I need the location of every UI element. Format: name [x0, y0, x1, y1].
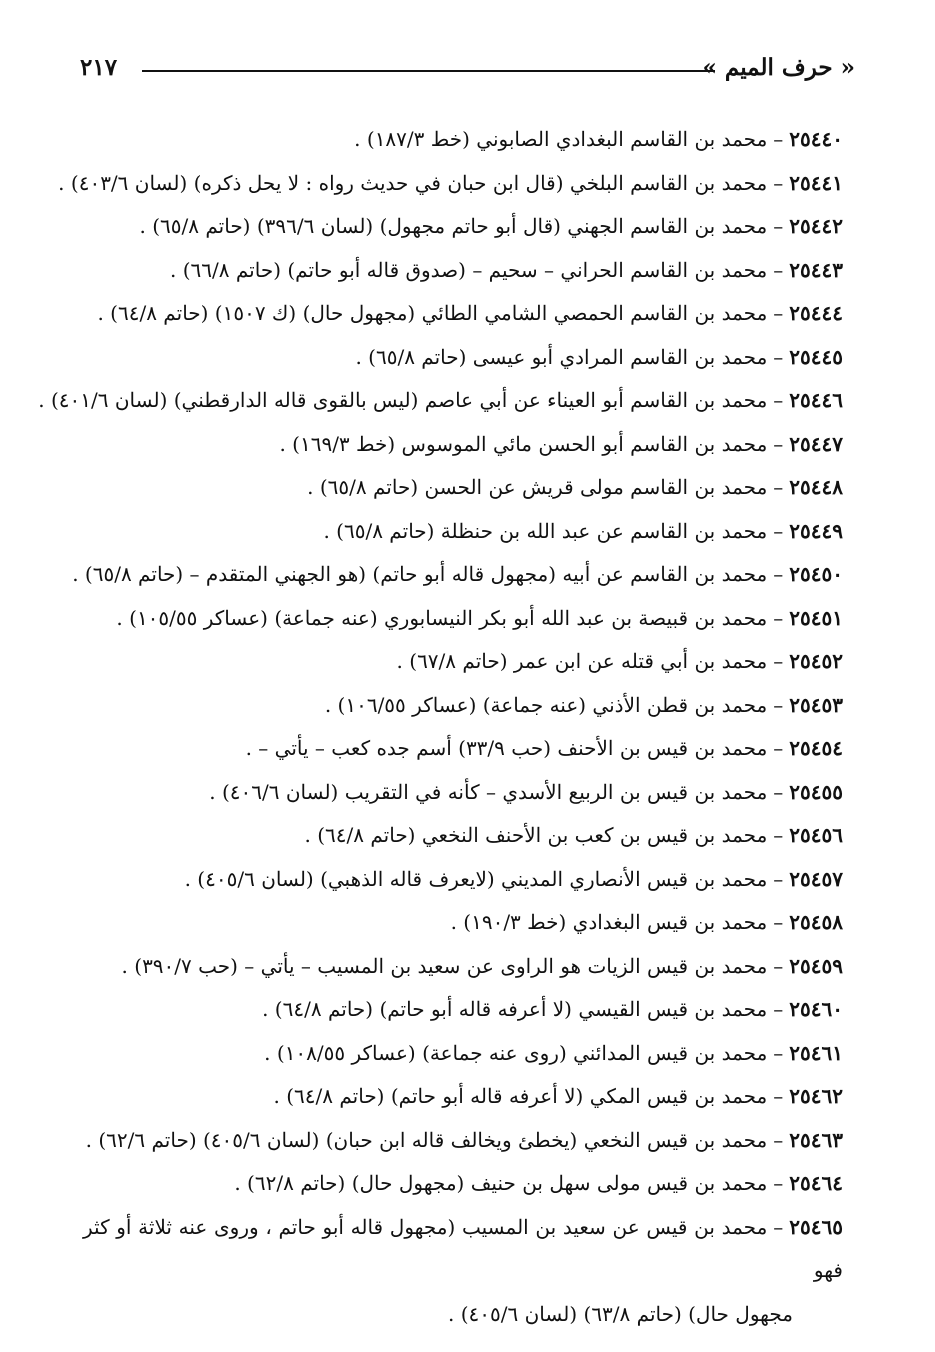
list-item: ٢٥٤٤٠–محمد بن القاسم البغدادي الصابوني (خط ١٨٧/٣) .: [354, 127, 843, 151]
entry-text: محمد بن القاسم البغدادي الصابوني (خط ١٨٧/٣) .: [354, 127, 768, 151]
list-item: ٢٥٤٦٣–محمد بن قيس النخعي (يخطئ ويخالف قاله ابن حبان) (لسان ٤٠٥/٦) (حاتم ٦٢/٦) .: [85, 1127, 843, 1152]
entry-text: محمد بن قيس المدائني (روى عنه جماعة) (عساكر ١٠٨/٥٥) .: [264, 1040, 768, 1065]
entry-number: ٢٥٤٤٩: [789, 518, 843, 543]
entry-text: محمد بن القاسم عن عبد الله بن حنظلة (حاتم ٦٥/٨) .: [323, 518, 768, 543]
list-item: ٢٥٤٦٠–محمد بن قيس القيسي (لا أعرفه قاله أبو حاتم) (حاتم ٦٤/٨) .: [262, 997, 843, 1021]
header-rule: [142, 70, 715, 72]
entry-number: ٢٥٤٤٣: [789, 257, 843, 282]
entry-text: محمد بن القاسم عن أبيه (مجهول قاله أبو حاتم) (هو الجهني المتقدم – (حاتم ٦٥/٨) .: [72, 562, 768, 586]
entry-number: ٢٥٤٥١: [789, 605, 843, 630]
list-item: ٢٥٤٤٣–محمد بن القاسم الحراني – سحيم – (صدوق قاله أبو حاتم) (حاتم ٦٦/٨) .: [170, 257, 843, 282]
entry-text: محمد بن قيس بن كعب بن الأحنف النخعي (حاتم ٦٤/٨) .: [304, 823, 768, 847]
list-item: ٢٥٤٦٢–محمد بن قيس المكي (لا أعرفه قاله أبو حاتم) (حاتم ٦٤/٨) .: [273, 1084, 843, 1108]
entry-number: ٢٥٤٤٤: [789, 301, 843, 325]
entry-number: ٢٥٤٥٣: [789, 692, 843, 717]
list-item: ٢٥٤٥٥–محمد بن قيس بن الربيع الأسدي – كأنه في التقريب (لسان ٤٠٦/٦) .: [209, 779, 843, 804]
list-item: ٢٥٤٤٤–محمد بن القاسم الحمصي الشامي الطائي (مجهول حال) (ك ١٥٠٧) (حاتم ٦٤/٨) .: [97, 301, 843, 325]
entry-text-continued: مجهول حال) (حاتم ٦٣/٨) (لسان ٤٠٥/٦) .: [448, 1301, 793, 1326]
entry-text: محمد بن قيس البغدادي (خط ١٩٠/٣) .: [450, 910, 768, 934]
list-item: ٢٥٤٥١–محمد بن قبيصة بن عبد الله أبو بكر النيسابوري (عنه جماعة) (عساكر ١٠٥/٥٥) .: [116, 605, 843, 630]
entry-text: محمد بن القاسم أبو الحسن مائي الموسوس (خط ١٦٩/٣) .: [279, 431, 768, 456]
entry-number: ٢٥٤٤١: [789, 170, 843, 195]
entry-number: ٢٥٤٥٤: [789, 736, 843, 760]
entry-text: محمد بن قيس المكي (لا أعرفه قاله أبو حاتم) (حاتم ٦٤/٨) .: [273, 1084, 768, 1108]
list-item: ٢٥٤٥٣–محمد بن قطن الأذني (عنه جماعة) (عساكر ١٠٦/٥٥) .: [324, 692, 843, 717]
list-item: ٢٥٤٤٧–محمد بن القاسم أبو الحسن مائي الموسوس (خط ١٦٩/٣) .: [279, 431, 843, 456]
entry-text: محمد بن قيس الأنصاري المديني (لايعرف قاله الذهبي) (لسان ٤٠٥/٦) .: [184, 866, 768, 891]
list-item: ٢٥٤٦٥–محمد بن قيس عن سعيد بن المسيب (مجهول قاله أبو حاتم ، وروى عنه ثلاثة أو كثر فهو مجهول حال) (حاتم ٦٣/٨) (لسان ٤٠٥/٦) .: [83, 1206, 843, 1337]
list-item: ٢٥٤٤١–محمد بن القاسم البلخي (قال ابن حبان في حديث رواه : لا يحل ذكره) (لسان ٤٠٣/٦) .: [58, 170, 843, 195]
entry-number: ٢٥٤٦٤: [789, 1171, 843, 1195]
entry-number: ٢٥٤٦٢: [789, 1084, 843, 1108]
list-item: ٢٥٤٦٤–محمد بن قيس مولى سهل بن حنيف (مجهول حال) (حاتم ٦٢/٨) .: [234, 1171, 843, 1195]
list-item: ٢٥٤٥٢–محمد بن أبي قتله عن ابن عمر (حاتم ٦٧/٨) .: [396, 649, 843, 673]
entry-text: محمد بن قيس بن الربيع الأسدي – كأنه في التقريب (لسان ٤٠٦/٦) .: [209, 779, 768, 804]
entry-number: ٢٥٤٥٥: [789, 779, 843, 804]
entry-number: ٢٥٤٥٦: [789, 823, 843, 847]
entry-text: محمد بن القاسم الحراني – سحيم – (صدوق قاله أبو حاتم) (حاتم ٦٦/٨) .: [170, 257, 768, 282]
entry-text: محمد بن القاسم المرادي أبو عيسى (حاتم ٦٥/٨) .: [355, 344, 768, 369]
list-item: ٢٥٤٥٧–محمد بن قيس الأنصاري المديني (لايعرف قاله الذهبي) (لسان ٤٠٥/٦) .: [184, 866, 843, 891]
entry-text: محمد بن القاسم الجهني (قال أبو حاتم مجهول) (لسان ٣٩٦/٦) (حاتم ٦٥/٨) .: [139, 214, 768, 238]
entry-text: محمد بن أبي قتله عن ابن عمر (حاتم ٦٧/٨) .: [396, 649, 768, 673]
entry-number: ٢٥٤٦٣: [789, 1127, 843, 1152]
entry-number: ٢٥٤٤٦: [789, 388, 843, 412]
list-item: ٢٥٤٤٨–محمد بن القاسم مولى قريش عن الحسن (حاتم ٦٥/٨) .: [307, 475, 843, 499]
page-header: [80, 52, 855, 92]
entry-text: محمد بن القاسم مولى قريش عن الحسن (حاتم ٦٥/٨) .: [307, 475, 768, 499]
entry-number: ٢٥٤٤٥: [789, 344, 843, 369]
entry-number: ٢٥٤٤٢: [789, 214, 843, 238]
entry-text: محمد بن قيس مولى سهل بن حنيف (مجهول حال) (حاتم ٦٢/٨) .: [234, 1171, 768, 1195]
entry-text: محمد بن قبيصة بن عبد الله أبو بكر النيسابوري (عنه جماعة) (عساكر ١٠٥/٥٥) .: [116, 605, 768, 630]
entry-number: ٢٥٤٦١: [789, 1040, 843, 1065]
entry-number: ٢٥٤٥٨: [789, 910, 843, 934]
list-item: ٢٥٤٤٢–محمد بن القاسم الجهني (قال أبو حاتم مجهول) (لسان ٣٩٦/٦) (حاتم ٦٥/٨) .: [139, 214, 843, 238]
list-item: ٢٥٤٥٤–محمد بن قيس بن الأحنف (حب ٣٣/٩) أسم جده كعب – يأتي – .: [245, 736, 843, 760]
entry-text: محمد بن القاسم الحمصي الشامي الطائي (مجهول حال) (ك ١٥٠٧) (حاتم ٦٤/٨) .: [97, 301, 768, 325]
entry-number: ٢٥٤٥٢: [789, 649, 843, 673]
entry-number: ٢٥٤٦٠: [789, 997, 843, 1021]
list-item: ٢٥٤٦١–محمد بن قيس المدائني (روى عنه جماعة) (عساكر ١٠٨/٥٥) .: [264, 1040, 843, 1065]
entry-text: محمد بن قطن الأذني (عنه جماعة) (عساكر ١٠٦/٥٥) .: [324, 692, 768, 717]
chapter-title: « حرف الميم »: [702, 54, 855, 81]
entry-text: محمد بن قيس بن الأحنف (حب ٣٣/٩) أسم جده كعب – يأتي – .: [245, 736, 768, 760]
page-number: ٢١٧: [80, 54, 118, 81]
list-item: ٢٥٤٥٦–محمد بن قيس بن كعب بن الأحنف النخعي (حاتم ٦٤/٨) .: [304, 823, 843, 847]
entry-text: محمد بن قيس القيسي (لا أعرفه قاله أبو حاتم) (حاتم ٦٤/٨) .: [262, 997, 768, 1021]
list-item: ٢٥٤٤٥–محمد بن القاسم المرادي أبو عيسى (حاتم ٦٥/٨) .: [355, 344, 843, 369]
entry-text: محمد بن القاسم أبو العيناء عن أبي عاصم (ليس بالقوى قاله الدارقطني) (لسان ٤٠١/٦) .: [38, 388, 768, 412]
entry-number: ٢٥٤٤٧: [789, 431, 843, 456]
entry-text: محمد بن قيس النخعي (يخطئ ويخالف قاله ابن حبان) (لسان ٤٠٥/٦) (حاتم ٦٢/٦) .: [85, 1127, 768, 1152]
list-item: ٢٥٤٥٠–محمد بن القاسم عن أبيه (مجهول قاله أبو حاتم) (هو الجهني المتقدم – (حاتم ٦٥/٨) .: [72, 562, 843, 586]
entry-text: محمد بن قيس عن سعيد بن المسيب (مجهول قاله أبو حاتم ، وروى عنه ثلاثة أو كثر فهو: [83, 1214, 843, 1282]
list-item: ٢٥٤٤٦–محمد بن القاسم أبو العيناء عن أبي عاصم (ليس بالقوى قاله الدارقطني) (لسان ٤٠١/٦) .: [38, 388, 843, 412]
entry-number: ٢٥٤٥٠: [789, 562, 843, 586]
list-item: ٢٥٤٥٩–محمد بن قيس الزيات هو الراوى عن سعيد بن المسيب – يأتي – (حب ٣٩٠/٧) .: [121, 953, 843, 978]
entry-list: [38, 118, 843, 1336]
entry-text: محمد بن قيس الزيات هو الراوى عن سعيد بن المسيب – يأتي – (حب ٣٩٠/٧) .: [121, 953, 768, 978]
entry-text: محمد بن القاسم البلخي (قال ابن حبان في حديث رواه : لا يحل ذكره) (لسان ٤٠٣/٦) .: [58, 170, 768, 195]
list-item: ٢٥٤٤٩–محمد بن القاسم عن عبد الله بن حنظلة (حاتم ٦٥/٨) .: [323, 518, 843, 543]
list-item: ٢٥٤٥٨–محمد بن قيس البغدادي (خط ١٩٠/٣) .: [450, 910, 843, 934]
entry-number: ٢٥٤٤٨: [789, 475, 843, 499]
entry-number: ٢٥٤٦٥: [789, 1214, 843, 1239]
entry-number: ٢٥٤٥٧: [789, 866, 843, 891]
entry-number: ٢٥٤٥٩: [789, 953, 843, 978]
entry-number: ٢٥٤٤٠: [789, 127, 843, 151]
